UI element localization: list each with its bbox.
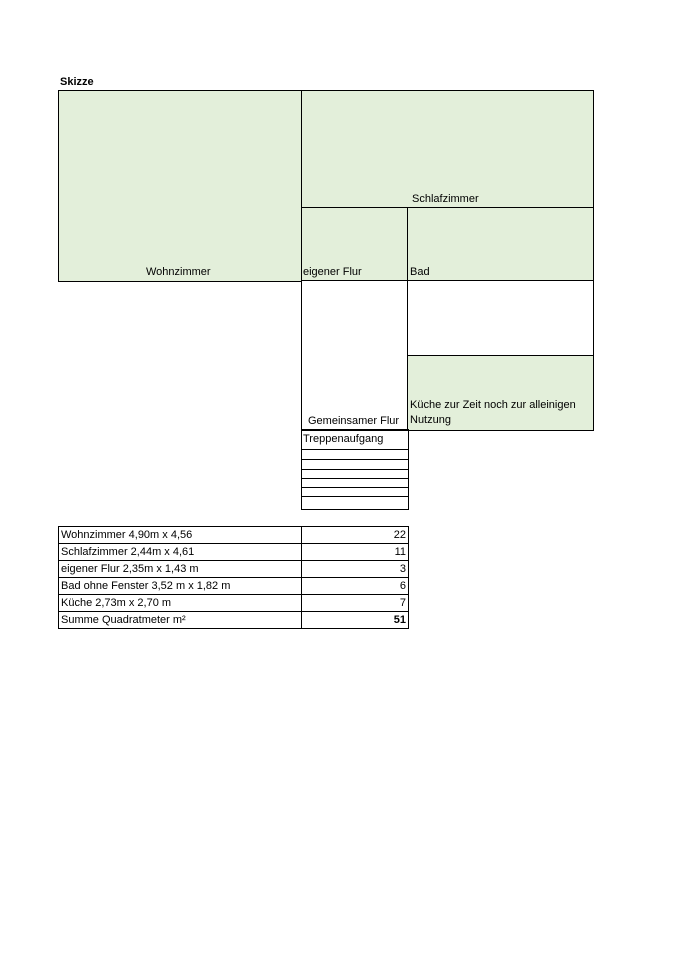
- room-label-wohnzimmer: Wohnzimmer: [146, 266, 211, 278]
- stair-step: [302, 478, 408, 479]
- table-row: [59, 561, 409, 578]
- table-cell-label: Wohnzimmer 4,90m x 4,56: [59, 527, 302, 544]
- table-cell-label: Bad ohne Fenster 3,52 m x 1,82 m: [59, 578, 302, 595]
- table-cell-label: eigener Flur 2,35m x 1,43 m: [59, 561, 302, 578]
- page-title: Skizze: [60, 76, 94, 88]
- table-total-value: 51: [302, 612, 409, 629]
- table-row: [59, 595, 409, 612]
- stair-step: [302, 496, 408, 497]
- table-total-label: Summe Quadratmeter m²: [59, 612, 302, 629]
- table-cell-label: Küche 2,73m x 2,70 m: [59, 595, 302, 612]
- table-row: [59, 527, 409, 544]
- room-label-kueche: Küche zur Zeit noch zur alleinigen Nutzung: [410, 399, 576, 426]
- room-eigener-flur: [301, 207, 409, 282]
- table-row: [59, 544, 409, 561]
- room-label-schlafzimmer: Schlafzimmer: [412, 193, 479, 205]
- staircase-label: Treppenaufgang: [303, 433, 384, 445]
- table-cell-label: Schlafzimmer 2,44m x 4,61: [59, 544, 302, 561]
- table-cell-value: 3: [302, 561, 409, 578]
- table-cell-value: 7: [302, 595, 409, 612]
- room-bad-extension: [407, 280, 594, 357]
- stair-step: [302, 459, 408, 460]
- staircase: [301, 429, 409, 510]
- table-total-row: [59, 612, 409, 629]
- room-wohnzimmer: [58, 90, 303, 282]
- room-label-bad: Bad: [410, 266, 430, 278]
- area-table: [58, 526, 409, 629]
- room-label-eigener-flur: eigener Flur: [303, 266, 362, 278]
- table-cell-value: 6: [302, 578, 409, 595]
- table-cell-value: 11: [302, 544, 409, 561]
- stair-step: [302, 487, 408, 488]
- room-label-gemeinsamer-flur: Gemeinsamer Flur: [308, 415, 400, 427]
- room-schlafzimmer: [301, 90, 594, 209]
- table-cell-value: 22: [302, 527, 409, 544]
- room-gemeinsamer-flur: [301, 280, 409, 431]
- stair-step: [302, 449, 408, 450]
- stair-step: [302, 469, 408, 470]
- room-bad: [407, 207, 594, 282]
- room-kueche: [407, 355, 594, 431]
- table-row: [59, 578, 409, 595]
